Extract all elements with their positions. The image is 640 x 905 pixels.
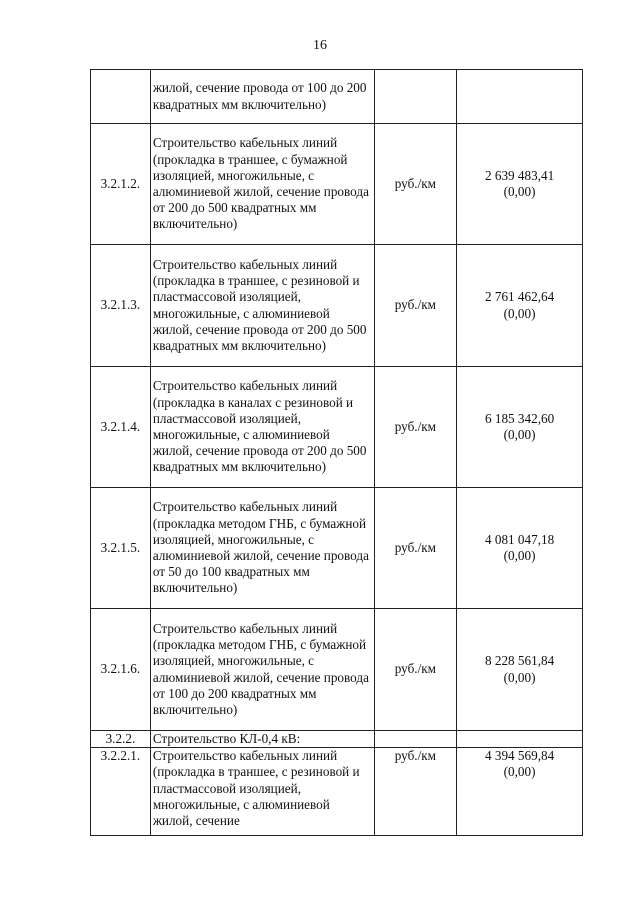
row-code: 3.2.1.2. (91, 124, 151, 245)
row-description: Строительство кабельных линий (прокладка в траншее, с резиновой и пластмассовой изоляцией, многожильные, с алюминиевой жилой, сечение провода от 200 до 500 квадратных мм включительно) (150, 245, 374, 367)
row-value (457, 731, 583, 748)
row-value: 2 761 462,64 (0,00) (457, 245, 583, 367)
row-value: 6 185 342,60 (0,00) (457, 367, 583, 488)
row-unit: руб./км (374, 748, 457, 836)
row-unit (374, 731, 457, 748)
tariff-table (90, 69, 583, 836)
row-code: 3.2.1.3. (91, 245, 151, 367)
row-description: Строительство кабельных линий (прокладка в каналах с резиновой и пластмассовой изоляцией, многожильные, с алюминиевой жилой, сечение провода от 200 до 500 квадратных мм включительно) (150, 367, 374, 488)
row-value (457, 70, 583, 124)
table-row (91, 488, 583, 609)
table-row (91, 367, 583, 488)
row-description: Строительство КЛ-0,4 кВ: (150, 731, 374, 748)
row-code: 3.2.1.6. (91, 609, 151, 731)
table-row (91, 245, 583, 367)
row-code: 3.2.2. (91, 731, 151, 748)
row-description: Строительство кабельных линий (прокладка методом ГНБ, с бумажной изоляцией, многожильные, с алюминиевой жилой, сечение провода от 100 до 200 квадратных мм включительно) (150, 609, 374, 731)
row-unit: руб./км (374, 367, 457, 488)
page-number: 16 (313, 38, 327, 53)
table-row (91, 70, 583, 124)
row-unit: руб./км (374, 609, 457, 731)
row-value: 2 639 483,41 (0,00) (457, 124, 583, 245)
row-description: жилой, сечение провода от 100 до 200 квадратных мм включительно) (150, 70, 374, 124)
row-description: Строительство кабельных линий (прокладка методом ГНБ, с бумажной изоляцией, многожильные, с алюминиевой жилой, сечение провода от 50 до 100 квадратных мм включительно) (150, 488, 374, 609)
row-value: 4 394 569,84 (0,00) (457, 748, 583, 836)
row-unit: руб./км (374, 124, 457, 245)
row-code (91, 70, 151, 124)
row-unit: руб./км (374, 488, 457, 609)
row-description: Строительство кабельных линий (прокладка в траншее, с бумажной изоляцией, многожильные, с алюминиевой жилой, сечение провода от 200 до 500 квадратных мм включительно) (150, 124, 374, 245)
table-row (91, 748, 583, 836)
table-row (91, 609, 583, 731)
row-code: 3.2.1.5. (91, 488, 151, 609)
table-row (91, 124, 583, 245)
row-description: Строительство кабельных линий (прокладка в траншее, с резиновой и пластмассовой изоляцией, многожильные, с алюминиевой жилой, сечение (150, 748, 374, 836)
row-unit: руб./км (374, 245, 457, 367)
row-value: 8 228 561,84 (0,00) (457, 609, 583, 731)
row-code: 3.2.2.1. (91, 748, 151, 836)
row-unit (374, 70, 457, 124)
row-code: 3.2.1.4. (91, 367, 151, 488)
table-row (91, 731, 583, 748)
row-value: 4 081 047,18 (0,00) (457, 488, 583, 609)
